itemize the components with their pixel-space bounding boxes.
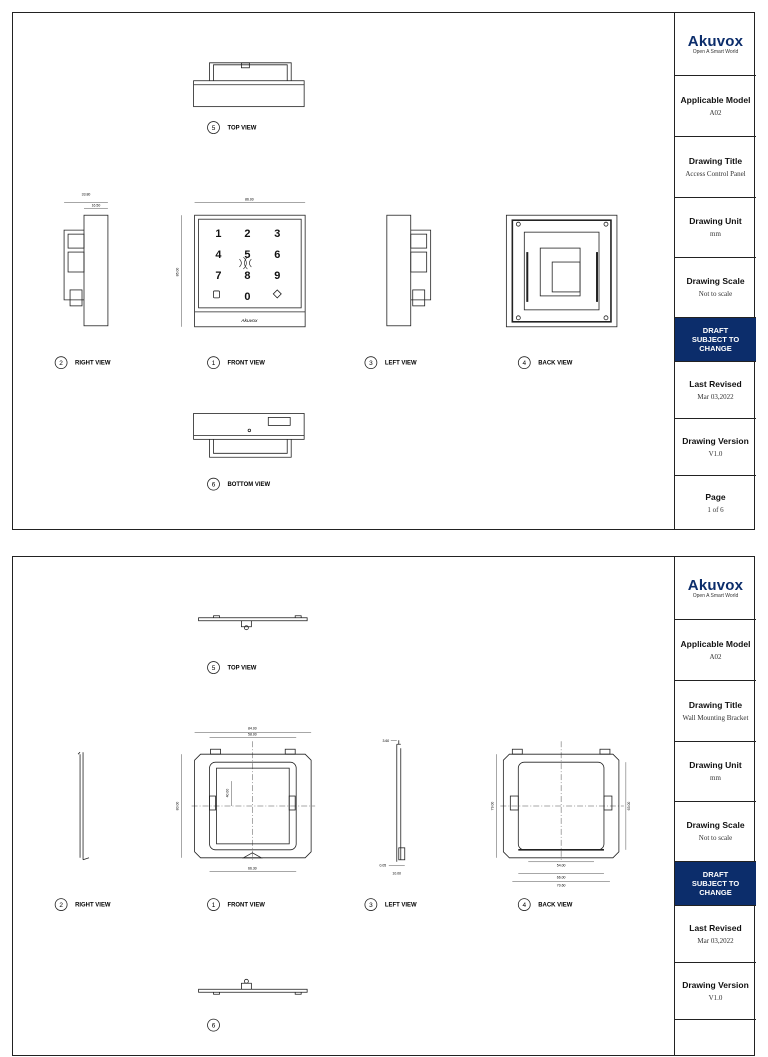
- back-view-drawing: [496, 741, 625, 881]
- drawing-unit-cell: [675, 742, 756, 802]
- front-view-num: 1: [211, 902, 216, 910]
- dim-side-a: 33.80: [81, 192, 91, 197]
- drawing-sheet-1: [12, 12, 755, 530]
- back-view-drawing: [506, 215, 617, 327]
- drawing-version-cell: [675, 419, 756, 476]
- drawing-sheet-2: [12, 556, 755, 1056]
- brand-logo: Akuvox: [687, 576, 744, 594]
- drawing-unit-label: Drawing Unit: [689, 216, 742, 226]
- drawing-unit-label: Drawing Unit: [689, 760, 742, 770]
- dim-back-width-2: 66.00: [556, 875, 566, 880]
- draft-line-3: CHANGE: [699, 344, 732, 353]
- title-block: [674, 557, 756, 1055]
- right-view-label: RIGHT VIEW: [75, 360, 111, 367]
- brand-tagline: Open A Smart World: [692, 592, 739, 599]
- key-2: 2: [244, 228, 251, 241]
- drawing-area: [13, 557, 674, 1055]
- dim-left-bottom-1: 0.05: [379, 863, 387, 868]
- drawing-title-label: Drawing Title: [688, 155, 743, 166]
- last-revised-cell: [675, 362, 756, 419]
- key-6: 6: [274, 249, 281, 262]
- last-revised-value: Mar 03,2022: [697, 936, 734, 945]
- front-view-drawing: [182, 732, 315, 871]
- back-view-label: BACK VIEW: [538, 360, 573, 367]
- dim-side-b: 16.50: [91, 203, 101, 208]
- bottom-view-drawing: [199, 979, 308, 994]
- key-0: 0: [244, 290, 251, 303]
- drawing-version-label: Drawing Version: [682, 435, 749, 446]
- logo-cell: [675, 557, 756, 620]
- left-view-num: 3: [369, 902, 373, 910]
- top-view-num: 5: [211, 665, 216, 673]
- dim-front-height: 86.00: [175, 267, 180, 277]
- left-view-label: LEFT VIEW: [384, 360, 417, 367]
- page-cell: [675, 476, 756, 530]
- drawing-title-value: Wall Mounting Bracket: [682, 713, 749, 722]
- applicable-model-label: Applicable Model: [680, 638, 751, 649]
- drawing-title-label: Drawing Title: [688, 699, 743, 710]
- page-label: Page: [705, 491, 726, 502]
- dim-front-bottom: 66.30: [248, 866, 257, 871]
- drawing-unit-value: mm: [710, 774, 721, 782]
- drawing-scale-value: Not to scale: [698, 834, 733, 842]
- drawing-area: [13, 13, 674, 529]
- device-logo: Akuvox: [241, 317, 258, 324]
- brand-tagline: Open A Smart World: [692, 48, 739, 55]
- draft-notice-cell: [675, 862, 756, 906]
- dim-front-width: 84.00: [248, 726, 257, 731]
- drawing-title-value: Access Control Panel: [685, 169, 746, 178]
- dim-front-width-inner: 58.00: [248, 732, 257, 737]
- drawing-scale-value: Not to scale: [698, 290, 733, 298]
- back-view-num: 4: [522, 902, 527, 910]
- drawing-version-cell: [675, 963, 756, 1020]
- key-8: 8: [244, 269, 251, 282]
- bottom-view-drawing: [194, 413, 305, 457]
- drawing-title-cell: [675, 137, 756, 198]
- right-view-num: 2: [59, 902, 63, 910]
- left-view-label: LEFT VIEW: [384, 902, 417, 909]
- last-revised-cell: [675, 906, 756, 963]
- key-3: 3: [274, 228, 281, 241]
- dim-front-width: 86.00: [245, 197, 254, 202]
- top-view-label: TOP VIEW: [227, 665, 257, 672]
- top-view-drawing: [199, 616, 308, 630]
- front-view-label: FRONT VIEW: [227, 360, 265, 367]
- bottom-view-label: BOTTOM VIEW: [227, 482, 271, 489]
- draft-line-2: SUBJECT TO: [691, 879, 740, 888]
- left-view-drawing: [389, 740, 405, 865]
- bottom-view-num: 6: [211, 1022, 216, 1030]
- drawing-scale-cell: [675, 802, 756, 862]
- drawing-version-value: V1.0: [708, 993, 723, 1002]
- front-view-num: 1: [211, 360, 216, 368]
- back-view-label: BACK VIEW: [538, 902, 573, 909]
- applicable-model-cell: [675, 620, 756, 681]
- right-view-num: 2: [59, 360, 63, 368]
- key-7: 7: [215, 269, 222, 282]
- left-view-drawing: [387, 215, 431, 326]
- page-value: 1 of 6: [707, 505, 724, 514]
- top-view-label: TOP VIEW: [227, 125, 257, 132]
- dim-front-height: 80.00: [175, 801, 180, 811]
- drawing-title-cell: [675, 681, 756, 742]
- last-revised-label: Last Revised: [689, 922, 742, 933]
- key-4: 4: [215, 249, 222, 262]
- front-view-label: FRONT VIEW: [227, 902, 265, 909]
- front-view-drawing: [182, 202, 306, 327]
- applicable-model-cell: [675, 76, 756, 137]
- dim-left-bottom-2: 10.00: [392, 871, 402, 876]
- draft-line-1: DRAFT: [702, 326, 729, 335]
- top-view-drawing: [194, 63, 305, 107]
- top-view-num: 5: [211, 125, 216, 133]
- left-view-num: 3: [369, 360, 373, 368]
- draft-line-1: DRAFT: [702, 870, 729, 879]
- applicable-model-label: Applicable Model: [680, 94, 751, 105]
- drawing-version-label: Drawing Version: [682, 979, 749, 990]
- right-view-drawing: [78, 752, 89, 860]
- drawing-version-value: V1.0: [708, 449, 723, 458]
- right-view-label: RIGHT VIEW: [75, 902, 111, 909]
- draft-notice-cell: [675, 318, 756, 362]
- right-view-drawing: [64, 202, 108, 326]
- logo-cell: [675, 13, 756, 76]
- applicable-model-value: A02: [709, 108, 722, 117]
- draft-line-2: SUBJECT TO: [691, 335, 740, 344]
- drawing-unit-value: mm: [710, 230, 721, 238]
- drawing-scale-label: Drawing Scale: [686, 820, 745, 830]
- key-1: 1: [215, 228, 222, 241]
- back-view-num: 4: [522, 360, 527, 368]
- last-revised-label: Last Revised: [689, 378, 742, 389]
- applicable-model-value: A02: [709, 652, 722, 661]
- page-cell: [675, 1020, 756, 1057]
- dim-back-height-inner: 63.00: [626, 801, 631, 811]
- key-9: 9: [274, 269, 281, 282]
- dim-back-height: 79.00: [490, 801, 495, 811]
- last-revised-value: Mar 03,2022: [697, 392, 734, 401]
- title-block: [674, 13, 756, 529]
- dim-back-width-3: 70.60: [556, 883, 566, 888]
- key-5: 5: [244, 249, 251, 262]
- dim-left-top: 3.60: [382, 739, 390, 744]
- bottom-view-num: 6: [211, 481, 216, 489]
- dim-front-inner: 40.00: [225, 788, 230, 798]
- drawing-scale-label: Drawing Scale: [686, 276, 745, 286]
- dim-back-width-1: 54.00: [556, 863, 566, 868]
- drawing-unit-cell: [675, 198, 756, 258]
- draft-line-3: CHANGE: [699, 888, 732, 897]
- brand-logo: Akuvox: [687, 32, 744, 50]
- drawing-scale-cell: [675, 258, 756, 318]
